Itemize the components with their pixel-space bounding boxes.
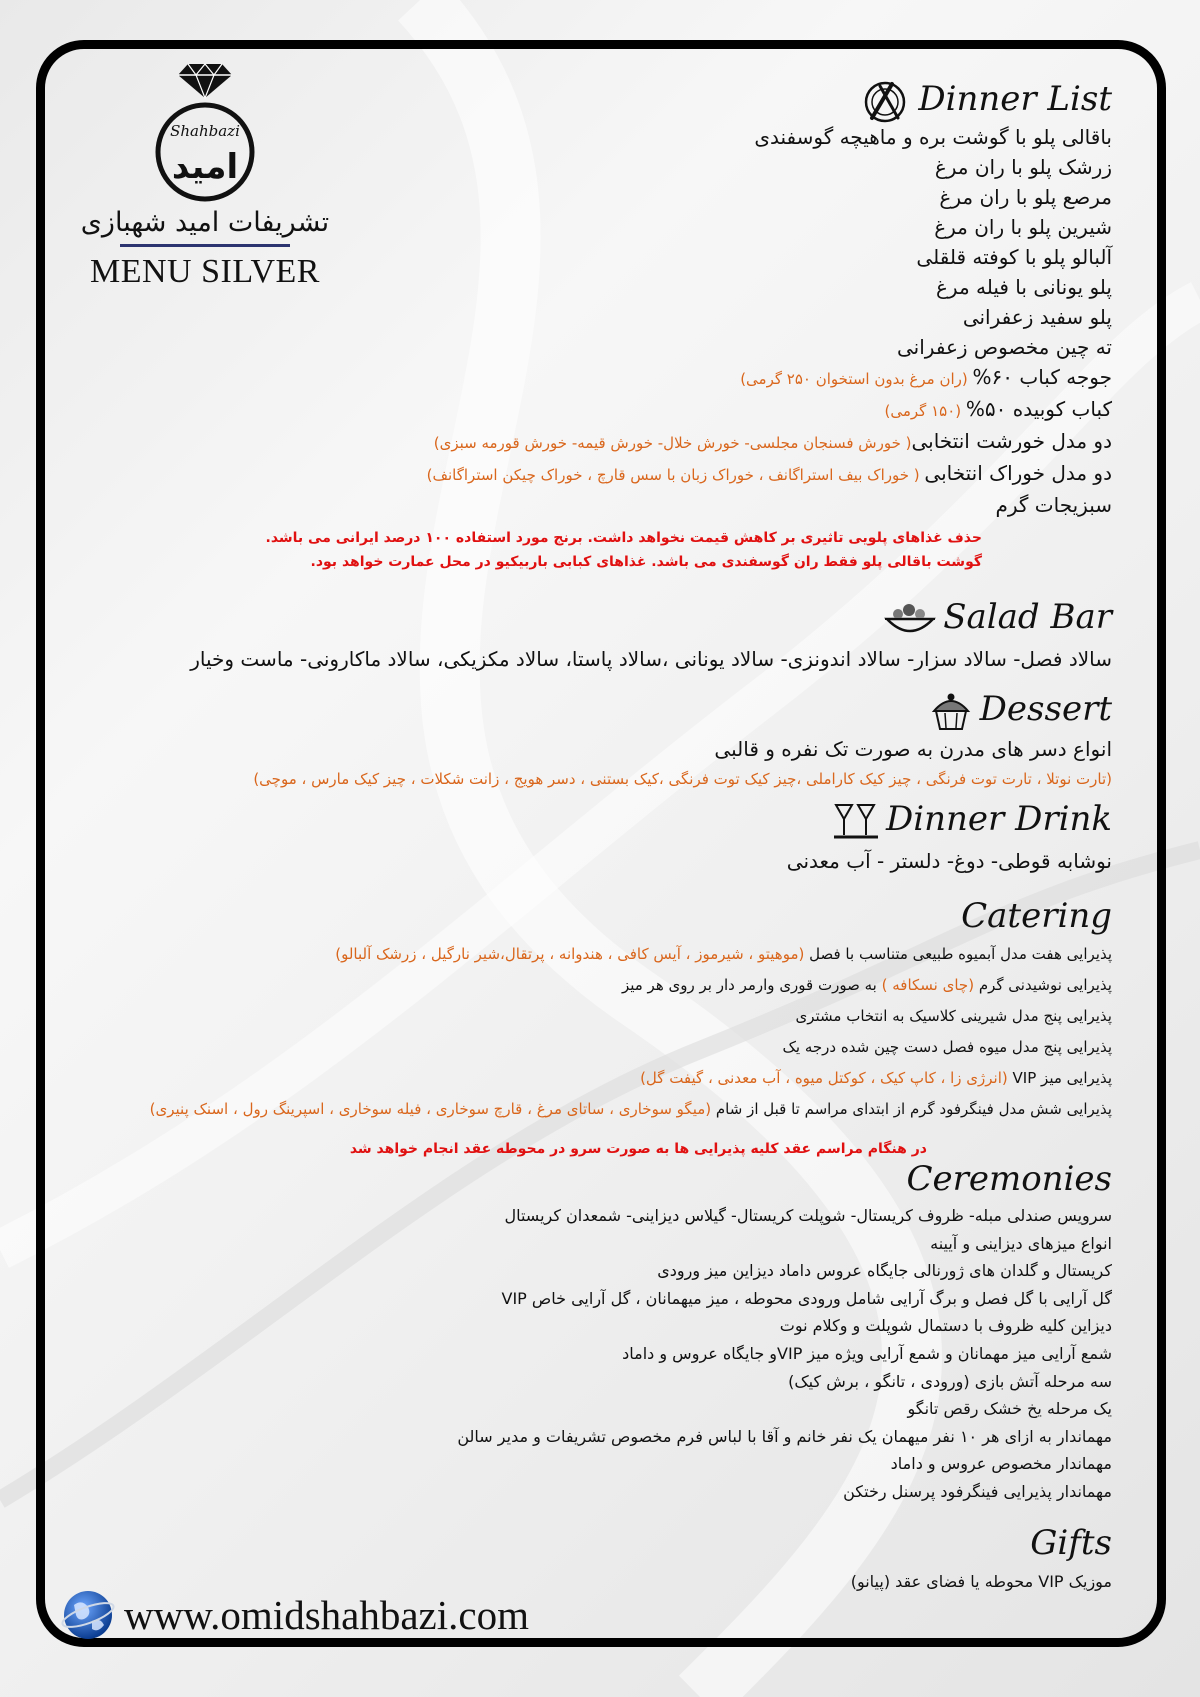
gifts-heading: Gifts [1030, 1523, 1112, 1563]
dinner-item-text: پلو یونانی با فیله مرغ [935, 275, 1112, 299]
catering-heading: Catering [961, 896, 1112, 936]
dinner-item-text: دو مدل خوراک انتخابی [924, 461, 1112, 485]
globe-icon [60, 1587, 116, 1643]
gifts-text: موزیک VIP محوطه یا فضای عقد (پیانو) [850, 1572, 1112, 1591]
dinner-item [266, 458, 1113, 490]
catering-item [150, 1001, 1112, 1032]
dinner-warning-line: گوشت باقالی پلو فقط ران گوسفندی می باشد. غذاهای کبابی باربیکیو در محل عمارت خواهد بود. [310, 554, 982, 570]
ceremony-item: کریستال و گلدان های ژورنالی جایگاه عروس داماد دیزاین میز ورودی [657, 1261, 1112, 1281]
catering-section [150, 893, 1112, 1161]
ceremonies-section [457, 1156, 1112, 1506]
catering-item [150, 1032, 1112, 1063]
brand-logo-text: امید [171, 147, 239, 187]
ceremony-item: مهماندار به ازای هر ۱۰ نفر میهمان یک نفر خانم و آقا با لباس فرم مخصوص تشریفات و مدیر سالن [457, 1426, 1112, 1446]
drink-section [787, 796, 1112, 876]
dinner-item-text: آلبالو پلو با کوفته قلقلی [916, 245, 1112, 269]
catering-item-text: پذیرایی پنج مدل میوه فصل دست چین شده درجه یک [782, 1038, 1112, 1056]
dinner-item-text: باقالی پلو با گوشت بره و ماهیچه گوسفندی [754, 125, 1112, 149]
brand-subtitle: تشریفات امید شهبازی [80, 207, 330, 238]
cupcake-icon [928, 691, 974, 731]
ceremony-item: یک مرحله یخ خشک رقص تانگو [907, 1399, 1112, 1419]
catering-item-after: به صورت قوری وارمر دار بر روی هر میز [621, 976, 882, 994]
dinner-items [266, 122, 1113, 520]
logo-divider [120, 244, 290, 247]
catering-item-text: پذیرایی میز VIP [1007, 1069, 1112, 1087]
diamond-icon [176, 62, 234, 100]
dinner-item-text: دو مدل خورشت انتخابی [911, 429, 1112, 453]
dinner-item-text: زرشک پلو با ران مرغ [934, 155, 1112, 179]
catering-item [150, 939, 1112, 970]
catering-item-text: پذیرایی پنج مدل شیرینی کلاسیک به انتخاب مشتری [795, 1007, 1112, 1025]
drink-heading [787, 796, 1112, 842]
dinner-item-note: (۱۵۰ گرمی) [884, 402, 966, 420]
salad-bowl-icon [883, 599, 937, 639]
ceremony-item: مهماندار مخصوص عروس و داماد [890, 1454, 1112, 1474]
dinner-heading-text: Dinner List [918, 79, 1112, 119]
dinner-item-text: مرصع پلو با ران مرغ [939, 185, 1112, 209]
dinner-item-note: ( خوراک بیف استراگانف ، خوراک زبان با سس قارچ ، خوراک چیکن استراگانف) [426, 466, 925, 484]
catering-item-text: پذیرایی نوشیدنی گرم [974, 976, 1112, 994]
ceremony-item: سرویس صندلی مبله- ظروف کریستال- شوپلت کریستال- گیلاس دیزاینی- شمعدان کریستال [504, 1206, 1112, 1225]
dinner-item [266, 272, 1113, 302]
salad-heading [190, 594, 1112, 640]
catering-item-note: (موهیتو ، شیرموز ، آیس کافی ، هندوانه ، پرتقال،شیر نارگیل ، زرشک آلبالو) [335, 945, 805, 963]
dinner-item [266, 122, 1113, 152]
ceremony-items [457, 1202, 1112, 1506]
dinner-item-note: (ران مرغ بدون استخوان ۲۵۰ گرمی) [740, 370, 973, 388]
dessert-text: انواع دسر های مدرن به صورت تک نفره و قالبی [714, 737, 1112, 761]
dinner-item-text: کباب کوبیده ۵۰% [965, 397, 1112, 421]
menu-title: MENU SILVER [90, 253, 320, 290]
dinner-item [266, 182, 1113, 212]
plate-cutlery-icon [858, 78, 912, 124]
catering-item-note: (انرژی زا ، کاپ کیک ، کوکتل میوه ، آب معدنی ، گیفت گل) [640, 1069, 1008, 1087]
dinner-item [266, 490, 1113, 520]
dessert-section [253, 686, 1112, 795]
dinner-item [266, 152, 1113, 182]
dinner-item [266, 426, 1113, 458]
ceremony-item: دیزاین کلیه ظروف با دستمال شوپلت و وکلام نوت [779, 1316, 1112, 1336]
catering-item-note: (میگو سوخاری ، ساتای مرغ ، قارچ سوخاری ، فیله سوخاری ، اسپرینگ رول ، اسنک پنیری) [149, 1100, 712, 1118]
website-footer [60, 1585, 529, 1645]
dessert-heading [253, 686, 1112, 732]
ceremony-item: انواع میزهای دیزاینی و آیینه [930, 1233, 1112, 1253]
ceremony-item: گل آرایی با گل فصل و برگ آرایی شامل ورودی محوطه ، میز میهمانان ، گل آرایی خاص VIP [501, 1288, 1112, 1308]
dinner-item-text: پلو سفید زعفرانی [962, 305, 1112, 329]
dinner-item-text: سبزیجات گرم [995, 493, 1112, 517]
drink-heading-text: Dinner Drink [886, 799, 1112, 839]
catering-item-text: پذیرایی هفت مدل آبمیوه طبیعی متناسب با فصل [804, 945, 1112, 963]
dinner-item [266, 362, 1113, 394]
dinner-item [266, 212, 1113, 242]
dessert-note-text: (تارت نوتلا ، تارت توت فرنگی ، چیز کیک کاراملی ،چیز کیک توت فرنگی ،کیک بستنی ، دسر هویج ، زانت شکلات ، چیز کیک مارس ، موچی) [253, 770, 1112, 788]
catering-items [150, 939, 1112, 1125]
catering-item [150, 1094, 1112, 1125]
brand-ring [130, 100, 280, 205]
dinner-item-note: ( خورش فسنجان مجلسی- خورش خلال- خورش قیمه- خورش قورمه سبزی) [433, 434, 912, 452]
website-link[interactable]: www.omidshahbazi.com [124, 1592, 529, 1638]
dinner-item [266, 242, 1113, 272]
dessert-note [253, 764, 1112, 795]
catering-item [150, 970, 1112, 1001]
dinner-warning-line: حذف غذاهای پلویی تاثیری بر کاهش قیمت نخواهد داشت. برنج مورد استفاده ۱۰۰ درصد ایرانی می باشد. [265, 530, 982, 546]
salad-items: سالاد فصل- سالاد سزار- سالاد اندونزی- سالاد یونانی ،سالاد پاستا، سالاد مکزیکی، سالاد ماکارونی- ماست وخیار [190, 647, 1112, 671]
dinner-item [266, 332, 1113, 362]
catering-item [150, 1063, 1112, 1094]
salad-heading-text: Salad Bar [943, 597, 1112, 637]
dinner-item-text: جوجه کباب ۶۰% [972, 365, 1112, 389]
ceremony-item: مهماندار پذیرایی فینگرفود پرسنل رختکن [843, 1481, 1112, 1501]
catering-item-text: پذیرایی شش مدل فینگرفود گرم از ابتدای مراسم تا قبل از شام [711, 1100, 1112, 1118]
ceremony-item: شمع آرایی میز مهمانان و شمع آرایی ویژه میز VIPو جایگاه عروس و داماد [622, 1343, 1112, 1363]
cocktail-glasses-icon [832, 801, 880, 841]
dinner-item-text: ته چین مخصوص زعفرانی [897, 335, 1112, 359]
dinner-item-text: شیرین پلو با ران مرغ [934, 215, 1112, 239]
ceremonies-heading: Ceremonies [906, 1159, 1112, 1199]
drink-text: نوشابه قوطی- دوغ- دلستر - آب معدنی [786, 849, 1112, 873]
dinner-warnings [266, 526, 983, 574]
catering-item-note: (چای نسکافه ) [881, 976, 975, 994]
dessert-heading-text: Dessert [979, 689, 1112, 729]
dinner-item [266, 302, 1113, 332]
dinner-section [266, 76, 1113, 574]
salad-section [190, 594, 1112, 674]
dinner-heading [266, 76, 1113, 122]
gifts-section [851, 1520, 1112, 1598]
ceremony-item: سه مرحله آتش بازی (ورودی ، تانگو ، برش کیک) [788, 1371, 1112, 1391]
dinner-item [266, 394, 1113, 426]
catering-warning: در هنگام مراسم عقد کلیه پذیرایی ها به صورت سرو در محوطه عقد انجام خواهد شد [349, 1141, 927, 1157]
brand-script-name: Shahbazi [170, 122, 240, 140]
